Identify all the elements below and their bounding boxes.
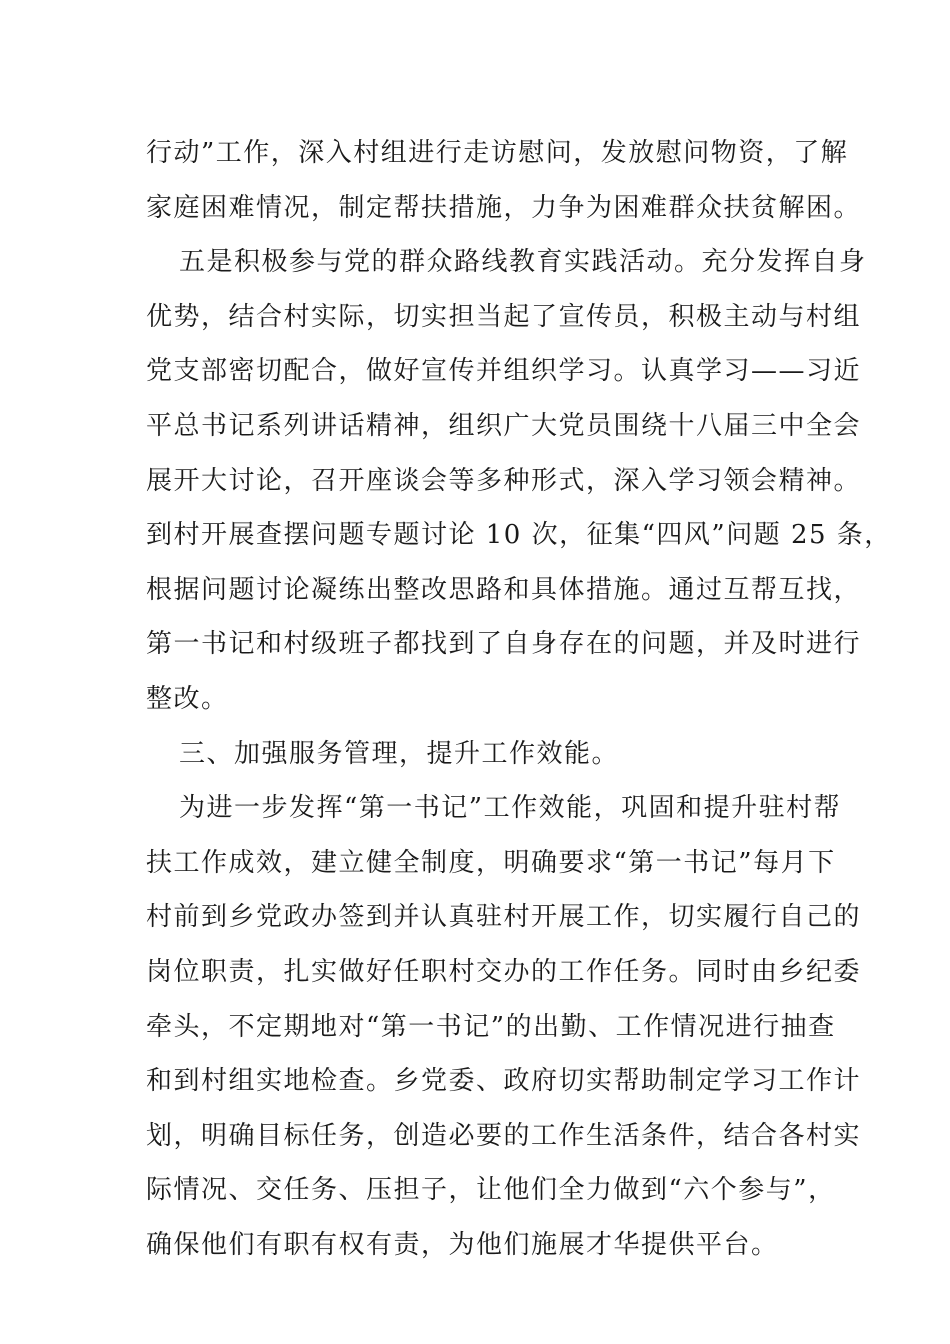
text-line: 岗位职责，扎实做好任职村交办的工作任务。同时由乡纪委 xyxy=(146,956,862,987)
text-line: 行动”工作，深入村组进行走访慰问，发放慰问物资，了解 xyxy=(146,138,849,168)
text-line: 际情况、交任务、压担子，让他们全力做到“六个参与”， xyxy=(146,1175,836,1206)
text-line: 第一书记和村级班子都找到了自身存在的问题，并及时进行 xyxy=(146,629,862,660)
text-line: 村前到乡党政办签到并认真驻村开展工作，切实履行自己的 xyxy=(146,902,862,933)
text-line: 整改。 xyxy=(146,683,229,714)
text-line: 扶工作成效，建立健全制度，明确要求“第一书记”每月下 xyxy=(146,847,836,878)
text-line: 平总书记系列讲话精神，组织广大党员围绕十八届三中全会 xyxy=(146,410,862,441)
text-line: 确保他们有职有权有责，为他们施展才华提供平台。 xyxy=(146,1229,779,1260)
text-line: 家庭困难情况，制定帮扶措施，力争为困难群众扶贫解困。 xyxy=(146,192,862,223)
text-line: 为进一步发挥“第一书记”工作效能，巩固和提升驻村帮 xyxy=(179,793,842,824)
text-line: 根据问题讨论凝练出整改思路和具体措施。通过互帮互找， xyxy=(146,574,862,605)
text-line: 和到村组实地检查。乡党委、政府切实帮助制定学习工作计 xyxy=(146,1066,862,1097)
text-line: 到村开展查摆问题专题讨论 10 次，征集“四风”问题 25 条， xyxy=(146,520,892,551)
text-line: 牵头，不定期地对“第一书记”的出勤、工作情况进行抽查 xyxy=(146,1011,836,1042)
text-line: 优势，结合村实际，切实担当起了宣传员，积极主动与村组 xyxy=(146,301,862,332)
document-body xyxy=(146,126,892,1272)
text-line: 展开大讨论，召开座谈会等多种形式，深入学习领会精神。 xyxy=(146,465,862,496)
text-line: 五是积极参与党的群众路线教育实践活动。充分发挥自身 xyxy=(179,247,867,278)
text-line: 划，明确目标任务，创造必要的工作生活条件，结合各村实 xyxy=(146,1120,862,1151)
section-heading: 三、加强服务管理，提升工作效能。 xyxy=(179,738,620,769)
text-line: 党支部密切配合，做好宣传并组织学习。认真学习——习近 xyxy=(146,356,862,387)
